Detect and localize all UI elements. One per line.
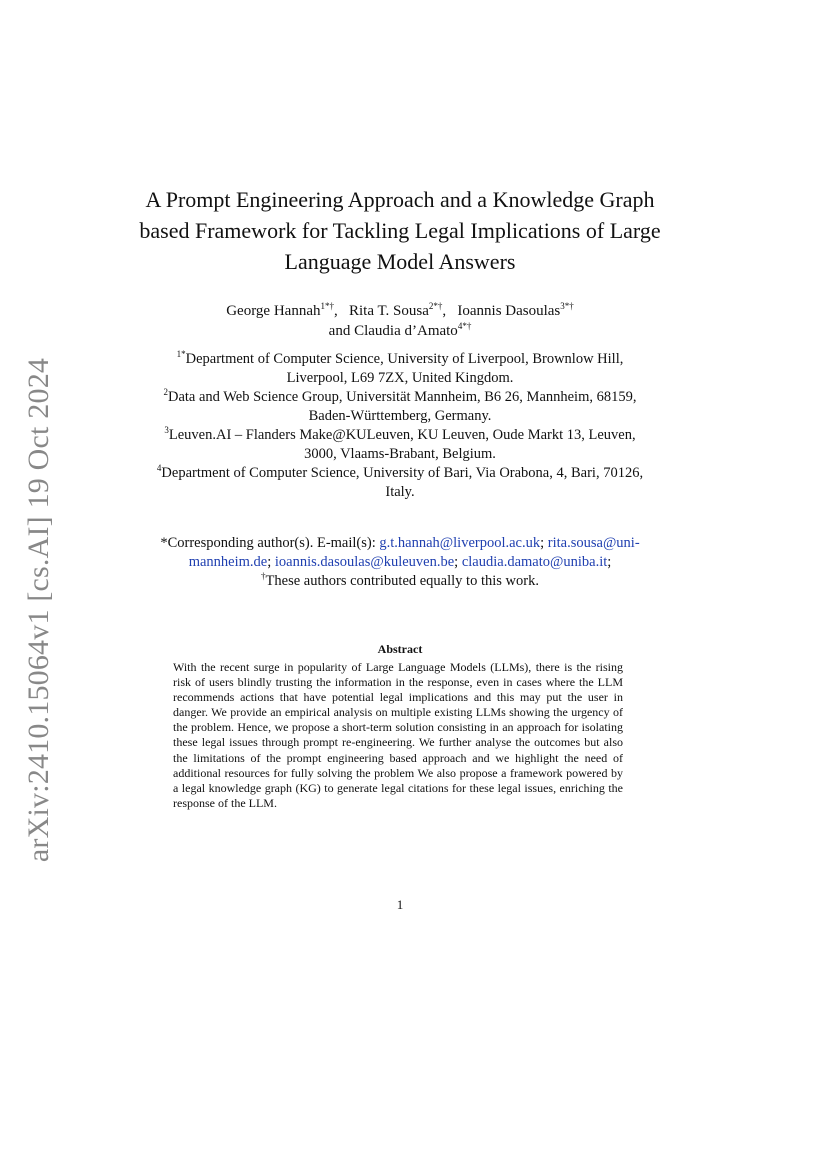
author-3-marks: 3*†: [560, 301, 574, 311]
abstract-heading: Abstract: [377, 642, 423, 656]
abstract-text: With the recent surge in popularity of Large Language Models (LLMs), there is the rising risk of users blindly trusting the information in the response, even in cases where the LLM recommends actions that have potential legal implications and this may put the user in danger. We provide an empirical analysis on multiple existing LLMs showing the urgency of the problem. Hence, we propose a short-term solution consisting in an approach for isolating these legal issues through prompt re-engineering. We further analyse the outcomes but also the limitations of the prompt engineering based approach and we highlight the need of additional resources for fully solving the problem We also propose a framework powered by a legal knowledge graph (KG) to generate legal citations for these legal issues, enriching the response of the LLM.: [173, 660, 623, 810]
author-4-marks: 4*†: [457, 321, 472, 331]
author-1: George Hannah$^{1*\dagger}$,: [226, 301, 346, 319]
affiliations: [150, 350, 650, 502]
email-link-sousa[interactable]: rita.sousa@uni-mannheim.de: [188, 535, 640, 570]
author-4: and Claudia d’Amato$^{4*\dagger}$: [328, 321, 472, 339]
equal-contribution-note: †These authors contributed equally to this work.: [261, 571, 539, 589]
affiliation-2: $^2$Data and Web Science Group, Universität Mannheim, B6 26, Mannheim, 68159, Baden-Württemberg, Germany.: [163, 387, 637, 424]
correspondence-emails: *Corresponding author(s). E-mail(s): g.t.hannah@liverpool.ac.uk; rita.sousa@uni-mannheim.de; ioannis.dasoulas@kuleuven.be; claudia.damato@uniba.it;: [160, 535, 640, 570]
email-link-damato[interactable]: claudia.damato@uniba.it: [461, 554, 608, 570]
author-2-marks: 2*†: [428, 301, 443, 311]
author-1-marks: 1*†: [320, 301, 334, 311]
arxiv-identifier: arXiv:2410.15064v1 [cs.AI] 19 Oct 2024: [22, 357, 55, 863]
affiliation-3: $^3$Leuven.AI – Flanders Make@KULeuven, KU Leuven, Oude Markt 13, Leuven, 3000, Vlaams-Brabant, Belgium.: [164, 425, 636, 462]
email-link-hannah[interactable]: g.t.hannah@liverpool.ac.uk: [379, 535, 541, 551]
email-link-dasoulas[interactable]: ioannis.dasoulas@kuleuven.be: [274, 554, 455, 570]
author-2: Rita T. Sousa$^{2*\dagger}$,: [349, 301, 454, 319]
affiliation-1: $^{1*}$Department of Computer Science, University of Liverpool, Brownlow Hill, Liverpool, L69 7ZX, United Kingdom.: [176, 349, 624, 386]
paper-title: A Prompt Engineering Approach and a Knowledge Graph based Framework for Tackling Legal Implications of Large Language Model Answers: [139, 187, 661, 274]
page-number: 1: [396, 897, 404, 912]
affiliation-4: $^4$Department of Computer Science, University of Bari, Via Orabona, 4, Bari, 70126, Italy.: [156, 463, 644, 500]
author-3: Ioannis Dasoulas$^{3*\dagger}$: [457, 301, 574, 319]
author-block: [140, 301, 660, 341]
arxiv-sidebar-stamp: [16, 357, 62, 863]
correspondence-block: [150, 534, 650, 591]
